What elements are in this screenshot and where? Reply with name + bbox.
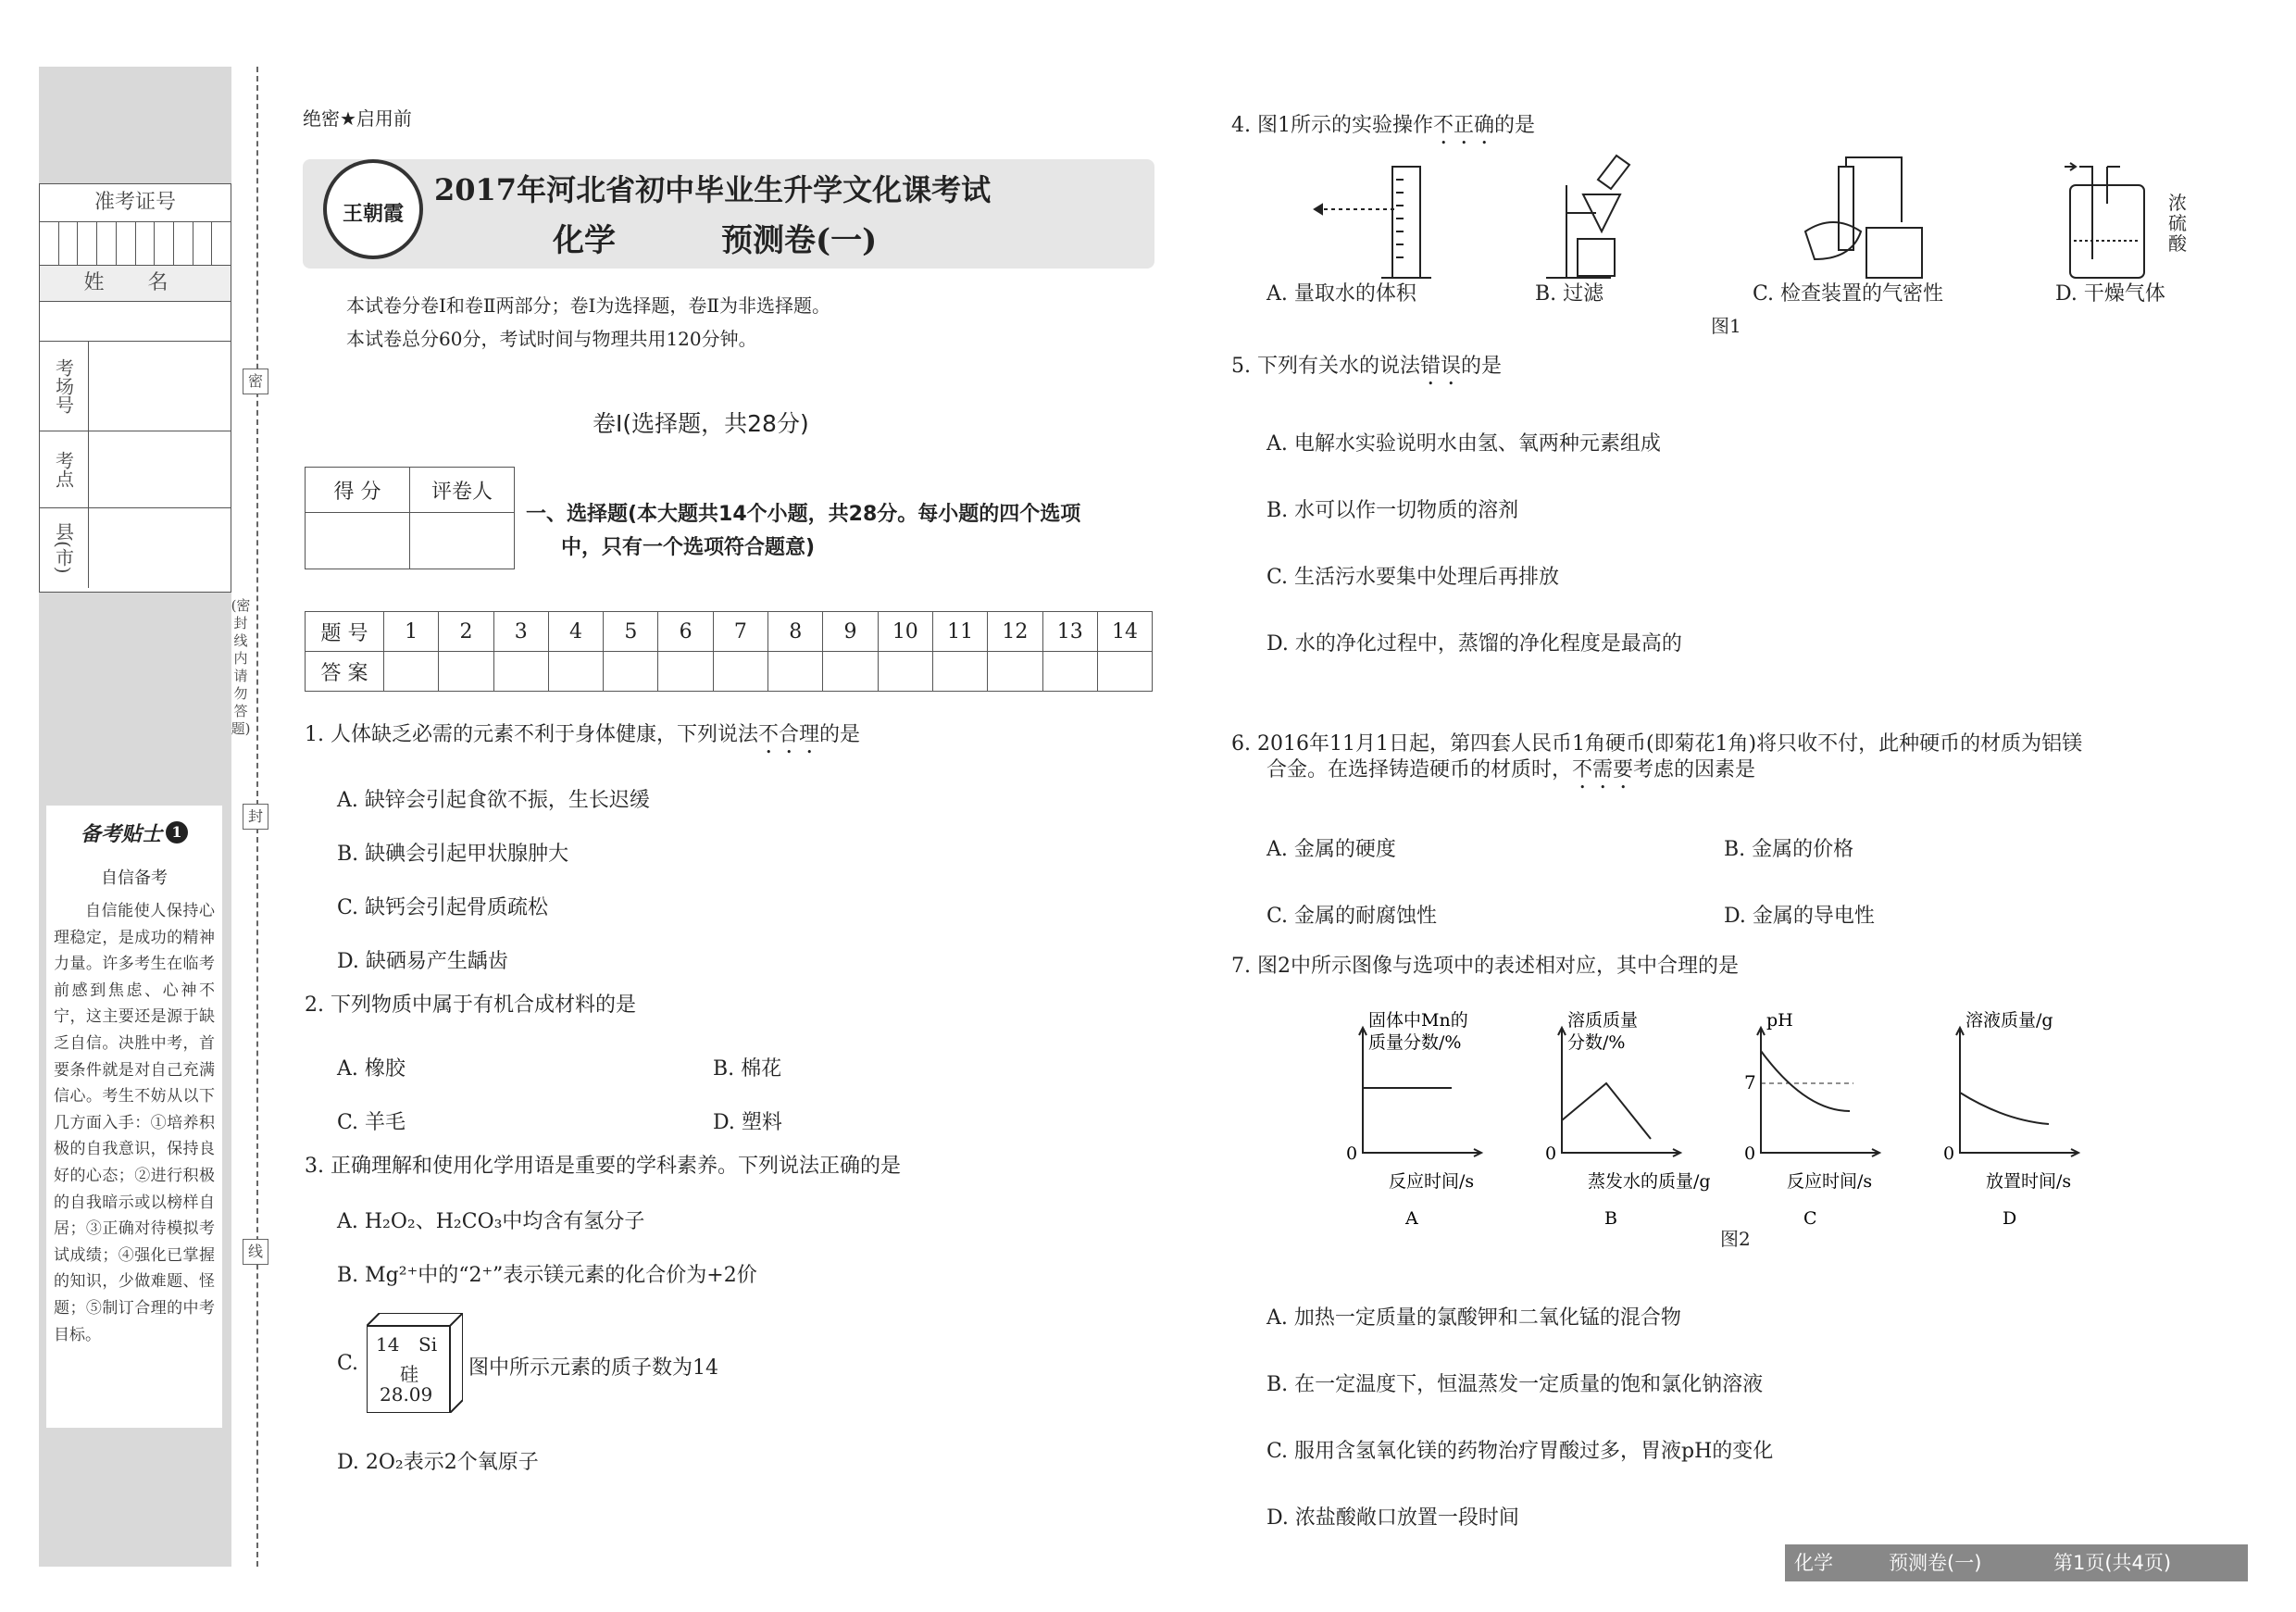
q7-options: [1267, 1285, 1773, 1552]
question-number-cell: 9: [823, 612, 878, 652]
answer-cell[interactable]: [493, 652, 548, 692]
q6-emphasis: 不需要: [1572, 758, 1634, 781]
exam-site-row[interactable]: [40, 431, 231, 508]
seal-char-mi: 密: [243, 369, 268, 394]
score-box: [305, 467, 515, 569]
graph-y-label: 固体中Mn的: [1368, 1010, 1468, 1031]
ph-tick-label: 7: [1744, 1071, 1756, 1093]
filtration-drawing: [1546, 156, 1629, 278]
answer-cell[interactable]: [1097, 652, 1152, 692]
graph-x-label: 蒸发水的质量/g: [1588, 1171, 1711, 1192]
logo-text: 王朝霞: [342, 202, 404, 226]
answer-cell[interactable]: [768, 652, 823, 692]
answer-cell[interactable]: [1042, 652, 1097, 692]
question-number-cell: 7: [713, 612, 767, 652]
question-6-line-2: 合金。在选择铸造硬币的材质时，不需要考虑的因素是: [1267, 758, 1756, 781]
figure-2-caption: 图2: [1720, 1228, 1751, 1250]
q2-option-d[interactable]: D. 塑料: [713, 1111, 782, 1134]
q3-option-d[interactable]: D. 2O₂表示2个氧原子: [337, 1451, 539, 1474]
q6-options: [1267, 817, 2100, 950]
graph-curve: [1960, 1093, 2049, 1124]
figure-2-graphs-svg: [1342, 1009, 2139, 1241]
graph-origin: 0: [1744, 1143, 1756, 1164]
answer-cell[interactable]: [713, 652, 767, 692]
graduated-cylinder-drawing: [1315, 167, 1431, 278]
q2-options: [337, 1043, 800, 1150]
question-number-cell: 10: [878, 612, 932, 652]
figure-1-apparatus: [1305, 148, 2231, 296]
q1-emphasis: 不合理: [758, 723, 820, 746]
graph-letter: D: [2003, 1208, 2017, 1229]
graph-b: [1545, 1010, 1711, 1229]
gas-drying-bottle-drawing: [2065, 163, 2144, 278]
graph-x-label: 反应时间/s: [1787, 1171, 1873, 1192]
instruction-line-1: 一、选择题(本大题共14个小题，共28分。每小题的四个选项: [526, 503, 1081, 526]
answer-cell[interactable]: [988, 652, 1042, 692]
footer-subject: 化学: [1794, 1552, 1833, 1574]
exam-title: 2017年河北省初中毕业生升学文化课考试: [434, 172, 992, 207]
figure-2-graphs: [1342, 1009, 2139, 1241]
q2-option-a[interactable]: A. 橡胶: [337, 1057, 406, 1081]
q4-option-a[interactable]: A. 量取水的体积: [1267, 282, 1416, 306]
graph-curve: [1761, 1051, 1850, 1111]
intro-line-2: 本试卷总分60分，考试时间与物理共用120分钟。: [346, 328, 757, 350]
publisher-logo: [323, 159, 423, 259]
q5-emphasis: 错误: [1419, 355, 1461, 378]
graph-y-label: 溶质质量: [1567, 1010, 1639, 1031]
q1-option-c[interactable]: C. 缺钙会引起骨质疏松: [337, 896, 549, 919]
score-label: 得 分: [306, 468, 410, 513]
graph-letter: B: [1604, 1208, 1617, 1229]
section1-title: 卷Ⅰ(选择题，共28分): [593, 410, 809, 437]
county-row[interactable]: [40, 508, 231, 588]
question-4: 4. 图1所示的实验操作不正确的是: [1231, 114, 1536, 137]
graph-x-label: 反应时间/s: [1389, 1171, 1475, 1192]
answer-cell[interactable]: [932, 652, 987, 692]
element-number: 14: [376, 1333, 400, 1356]
q4-option-c[interactable]: C. 检查装置的气密性: [1753, 282, 1944, 306]
question-number-cell: 6: [658, 612, 713, 652]
element-name: 硅: [400, 1363, 418, 1385]
question-6-line-1: 6. 2016年11月1日起，第四套人民币1角硬币(即菊花1角)将只收不付，此种硬币的材质为铝镁: [1231, 732, 2083, 756]
county-label: 县(市): [40, 508, 89, 588]
lab-apparatus-drawings: [1305, 148, 2231, 296]
q1-option-d[interactable]: D. 缺硒易产生龋齿: [337, 950, 508, 973]
tips-badge-number: 1: [166, 821, 188, 843]
graph-c: [1744, 1010, 1879, 1229]
question-number-label: 题 号: [306, 612, 384, 652]
exam-room-row[interactable]: [40, 342, 231, 431]
tips-badge-text: 备考贴士: [80, 821, 162, 846]
answer-label: 答 案: [306, 652, 384, 692]
answer-cell[interactable]: [384, 652, 439, 692]
footer-paper: 预测卷(一): [1889, 1552, 1982, 1574]
seal-char-xian: 线: [243, 1239, 268, 1265]
graph-letter: C: [1803, 1208, 1817, 1229]
q6-option-c[interactable]: C. 金属的耐腐蚀性: [1267, 905, 1438, 928]
question-number-cell: 14: [1097, 612, 1152, 652]
section1-instruction: [526, 498, 1080, 565]
score-field[interactable]: [306, 513, 410, 569]
q1-option-a[interactable]: A. 缺锌会引起食欲不振，生长迟缓: [337, 789, 650, 812]
exam-paper-name: 预测卷(一): [721, 222, 878, 259]
q5-option-c[interactable]: C. 生活污水要集中处理后再排放: [1267, 566, 1560, 589]
answer-cell[interactable]: [658, 652, 713, 692]
name-label: 姓 名: [40, 266, 231, 302]
question-number-cell: 13: [1042, 612, 1097, 652]
q5-option-a[interactable]: A. 电解水实验说明水由氢、氧两种元素组成: [1267, 432, 1661, 456]
question-1: 1. 人体缺乏必需的元素不利于身体健康，下列说法不合理的是: [305, 723, 861, 746]
figure-1-caption: 图1: [1711, 315, 1741, 337]
tips-badge: [46, 806, 222, 859]
name-field[interactable]: [40, 302, 231, 342]
page-footer: [1785, 1544, 2248, 1581]
q3-option-c-label[interactable]: C.: [337, 1352, 359, 1375]
tips-body: 自信能使人保持心理稳定，是成功的精神力量。许多考生在临考前感到焦虑、心神不宁，这主要还是源于缺乏自信。决胜中考，首要条件就是对自己充满信心。考生不妨从以下几方面入手：①培养积极的自我意识，保持良好的心态；②进行积极的自我暗示或以榜样自居；③正确对待模拟考试成绩；④强化已掌握的知识，少做难题、怪题；⑤制订合理的中考目标。: [54, 902, 215, 1344]
title-banner: [303, 159, 1154, 269]
answer-cell[interactable]: [439, 652, 493, 692]
question-number-cell: 12: [988, 612, 1042, 652]
graph-axes: [1757, 1028, 1879, 1156]
intro-line-1: 本试卷分卷Ⅰ和卷Ⅱ两部分；卷Ⅰ为选择题，卷Ⅱ为非选择题。: [346, 294, 830, 317]
airtightness-check-drawing: [1805, 157, 1922, 278]
q6-option-a[interactable]: A. 金属的硬度: [1267, 838, 1396, 861]
periodic-element-tile: [367, 1313, 463, 1413]
exam-site-label: 考点: [40, 431, 89, 507]
question-number-cell: 8: [768, 612, 823, 652]
answer-cell[interactable]: [823, 652, 878, 692]
question-3: 3. 正确理解和使用化学用语是重要的学科素养。下列说法正确的是: [305, 1155, 901, 1178]
graph-origin: 0: [1943, 1143, 1955, 1164]
question-5: 5. 下列有关水的说法错误的是: [1231, 355, 1503, 378]
exam-id-boxes[interactable]: [40, 222, 231, 266]
tips-title: 自信备考: [101, 868, 168, 888]
graph-curve: [1562, 1083, 1651, 1139]
grader-field[interactable]: [410, 513, 515, 569]
q3-option-a[interactable]: A. H₂O₂、H₂CO₃中均含有氢分子: [337, 1210, 645, 1233]
exam-subject: 化学: [553, 222, 616, 259]
question-number-cell: 4: [548, 612, 603, 652]
q2-option-b[interactable]: B. 棉花: [713, 1057, 782, 1081]
grader-label: 评卷人: [410, 468, 515, 513]
instruction-line-2: 中，只有一个选项符合题意): [561, 536, 816, 559]
answer-cell[interactable]: [548, 652, 603, 692]
candidate-info-form: [39, 183, 231, 593]
question-7: 7. 图2中所示图像与选项中的表述相对应，其中合理的是: [1231, 955, 1739, 978]
question-number-cell: 3: [493, 612, 548, 652]
confidential-mark: 绝密★启用前: [303, 107, 412, 130]
concentrated-sulfuric-acid-label: 浓硫酸: [2168, 192, 2187, 255]
q2-option-c[interactable]: C. 羊毛: [337, 1111, 406, 1134]
q5-option-d[interactable]: D. 水的净化过程中，蒸馏的净化程度是最高的: [1267, 632, 1682, 656]
answer-table: [305, 611, 1153, 692]
q4-emphasis: 不正确: [1432, 114, 1494, 137]
q3-option-c-text: 图中所示元素的质子数为14: [468, 1356, 718, 1380]
question-number-cell: 5: [604, 612, 658, 652]
seal-char-feng: 封: [243, 804, 268, 830]
q7-option-a[interactable]: A. 加热一定质量的氯酸钾和二氧化锰的混合物: [1267, 1306, 1681, 1330]
graph-letter: A: [1405, 1208, 1418, 1229]
q4-option-d[interactable]: D. 干燥气体: [2055, 282, 2165, 306]
answer-cell[interactable]: [878, 652, 932, 692]
graph-y-label-2: 质量分数/%: [1368, 1032, 1462, 1053]
exam-room-label: 考场号: [40, 342, 89, 431]
exam-id-label: 准考证号: [40, 184, 231, 222]
q6-option-d[interactable]: D. 金属的导电性: [1724, 905, 1875, 928]
q6-option-b[interactable]: B. 金属的价格: [1724, 838, 1854, 861]
answer-cell[interactable]: [604, 652, 658, 692]
q1-option-b[interactable]: B. 缺碘会引起甲状腺肿大: [337, 843, 569, 866]
question-number-cell: 11: [932, 612, 987, 652]
q4-option-b[interactable]: B. 过滤: [1535, 282, 1604, 306]
exam-tips-box: [46, 806, 222, 1428]
graph-y-label: 溶液质量/g: [1965, 1010, 2053, 1031]
footer-page: 第1页(共4页): [2053, 1552, 2172, 1574]
graph-y-label: pH: [1766, 1010, 1793, 1031]
graph-d: [1943, 1010, 2078, 1229]
seal-note: (密封线内请勿答题): [231, 597, 251, 737]
q7-option-c[interactable]: C. 服用含氢氧化镁的药物治疗胃酸过多，胃液pH的变化: [1267, 1440, 1774, 1463]
q7-option-d[interactable]: D. 浓盐酸敞口放置一段时间: [1267, 1506, 1519, 1530]
q5-option-b[interactable]: B. 水可以作一切物质的溶剂: [1267, 499, 1519, 522]
question-2: 2. 下列物质中属于有机合成材料的是: [305, 993, 636, 1017]
question-number-cell: 1: [384, 612, 439, 652]
q3-option-b[interactable]: B. Mg²⁺中的“2⁺”表示镁元素的化合价为+2价: [337, 1264, 757, 1287]
graph-x-label: 放置时间/s: [1986, 1171, 2072, 1192]
question-number-cell: 2: [439, 612, 493, 652]
exam-intro: [346, 289, 830, 356]
q7-option-b[interactable]: B. 在一定温度下，恒温蒸发一定质量的饱和氯化钠溶液: [1267, 1373, 1764, 1396]
graph-origin: 0: [1346, 1143, 1358, 1164]
element-symbol: Si: [418, 1333, 438, 1356]
graph-axes: [1956, 1028, 2078, 1156]
element-mass: 28.09: [380, 1383, 433, 1406]
q1-options: [337, 774, 650, 989]
graph-origin: 0: [1545, 1143, 1557, 1164]
graph-y-label-2: 分数/%: [1567, 1032, 1626, 1053]
graph-a: [1346, 1010, 1481, 1229]
q5-options: [1267, 411, 1682, 678]
